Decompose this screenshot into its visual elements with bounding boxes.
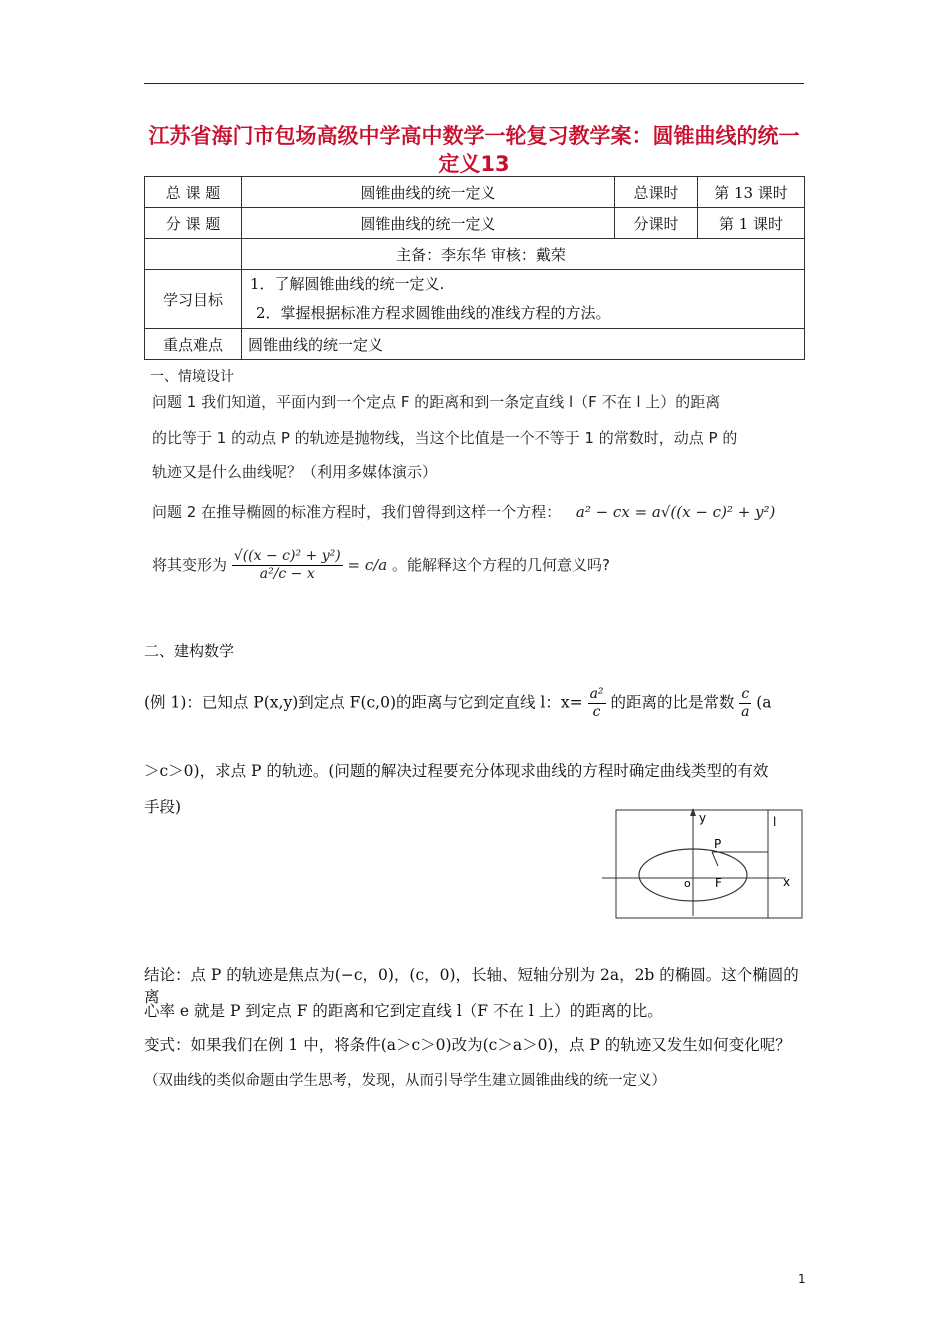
question1-line: 轨迹又是什么曲线呢？（利用多媒体演示） [152,463,438,481]
focal-segment [712,852,718,866]
page-number: 1 [798,1272,806,1286]
goal-label: 学习目标 [145,270,242,329]
goal-item: 1．了解圆锥曲线的统一定义. [250,275,445,293]
fraction-denominator: a [741,704,750,720]
key-value: 圆锥曲线的统一定义 [242,329,805,360]
table-row [145,208,805,239]
p-label: P [714,837,722,851]
f-label: F [715,876,722,890]
conclusion-line: 变式：如果我们在例 1 中，将条件(a＞c＞0)改为(c＞a＞0)，点 P 的轨迹又发生如何变化呢？ [144,1036,791,1054]
example-text: (例 1)：已知点 P(x,y)到定点 F(c,0)的距离与它到定直线 l：x= [144,693,583,712]
table-cell: 分课时 [615,208,698,239]
conclusion-line: （双曲线的类似命题由学生思考，发现，从而引导学生建立圆锥曲线的统一定义） [144,1073,666,1089]
table-cell: 总课时 [615,177,698,208]
ellipse-figure [600,808,810,922]
header-rule [144,83,804,84]
key-label: 重点难点 [145,329,242,360]
fraction-denominator: c [592,704,601,720]
y-label: y [699,811,707,825]
question2-text: 问题 2 在推导椭圆的标准方程时，我们曾得到这样一个方程： [152,503,562,521]
table-row [145,239,805,270]
table-cell: 圆锥曲线的统一定义 [242,208,615,239]
section-heading: 二、建构数学 [144,642,235,660]
table-cell: 第 1 课时 [698,208,805,239]
fraction-numerator: a² [589,686,604,702]
conclusion-line: 结论：点 P 的轨迹是焦点为(−c，0)，(c，0)，长轴、短轴分别为 2a，2b 的椭圆。这个椭圆的离 [144,966,799,1006]
table-row [145,270,805,329]
equation: a² − cx = a√((x − c)² + y²) [575,503,776,521]
question2-line2 [152,548,610,583]
origin-label: o [684,877,691,890]
equation-fraction [232,548,343,583]
table-cell: 第 13 课时 [698,177,805,208]
y-arrow-icon [690,808,696,816]
fraction-numerator: √((x − c)² + y²) [233,548,341,564]
question2-line [152,502,775,522]
fraction-numerator: c [741,686,750,702]
question1-line: 的比等于 1 的动点 P 的轨迹是抛物线，当这个比值是一个不等于 1 的常数时，动点 P 的 [152,429,738,447]
conclusion-line: 心率 e 就是 P 到定点 F 的距离和它到定直线 l（F 不在 l 上）的距离的比。 [144,1002,663,1020]
fraction [739,686,751,721]
lesson-info-table [144,176,805,360]
fraction-denominator: a²/c − x [259,566,315,582]
example-line: 手段) [144,798,182,816]
goal-item: 2．掌握根据标准方程求圆锥曲线的准线方程的方法。 [256,304,611,322]
question2-text: 将其变形为 [152,556,228,574]
fraction [588,686,606,721]
author-cell: 主备：李东华 审核：戴荣 [242,239,805,270]
question2-text: 。能解释这个方程的几何意义吗? [392,556,610,574]
table-cell: 分 课 题 [145,208,242,239]
table-row [145,177,805,208]
x-label: x [783,875,791,889]
table-cell: 圆锥曲线的统一定义 [242,177,615,208]
l-label: l [773,815,777,829]
page-title: 江苏省海门市包场高级中学高中数学一轮复习教学案：圆锥曲线的统一定义13 [148,124,800,176]
example-text: 的距离的比是常数 [610,693,735,712]
table-row [145,329,805,360]
equation-rhs: = c/a [347,556,388,574]
goal-cell [242,270,805,329]
question1-line: 问题 1 我们知道，平面内到一个定点 F 的距离和到一条定直线 l（F 不在 l 上）的距离 [152,393,721,411]
example-text: (a [756,693,772,712]
section-heading: 一、情境设计 [150,369,234,385]
example-line [144,686,810,721]
example-line: ＞c＞0)，求点 P 的轨迹。(问题的解决过程要充分体现求曲线的方程时确定曲线类型的有效 [144,762,769,780]
table-cell [145,239,242,270]
table-cell: 总 课 题 [145,177,242,208]
